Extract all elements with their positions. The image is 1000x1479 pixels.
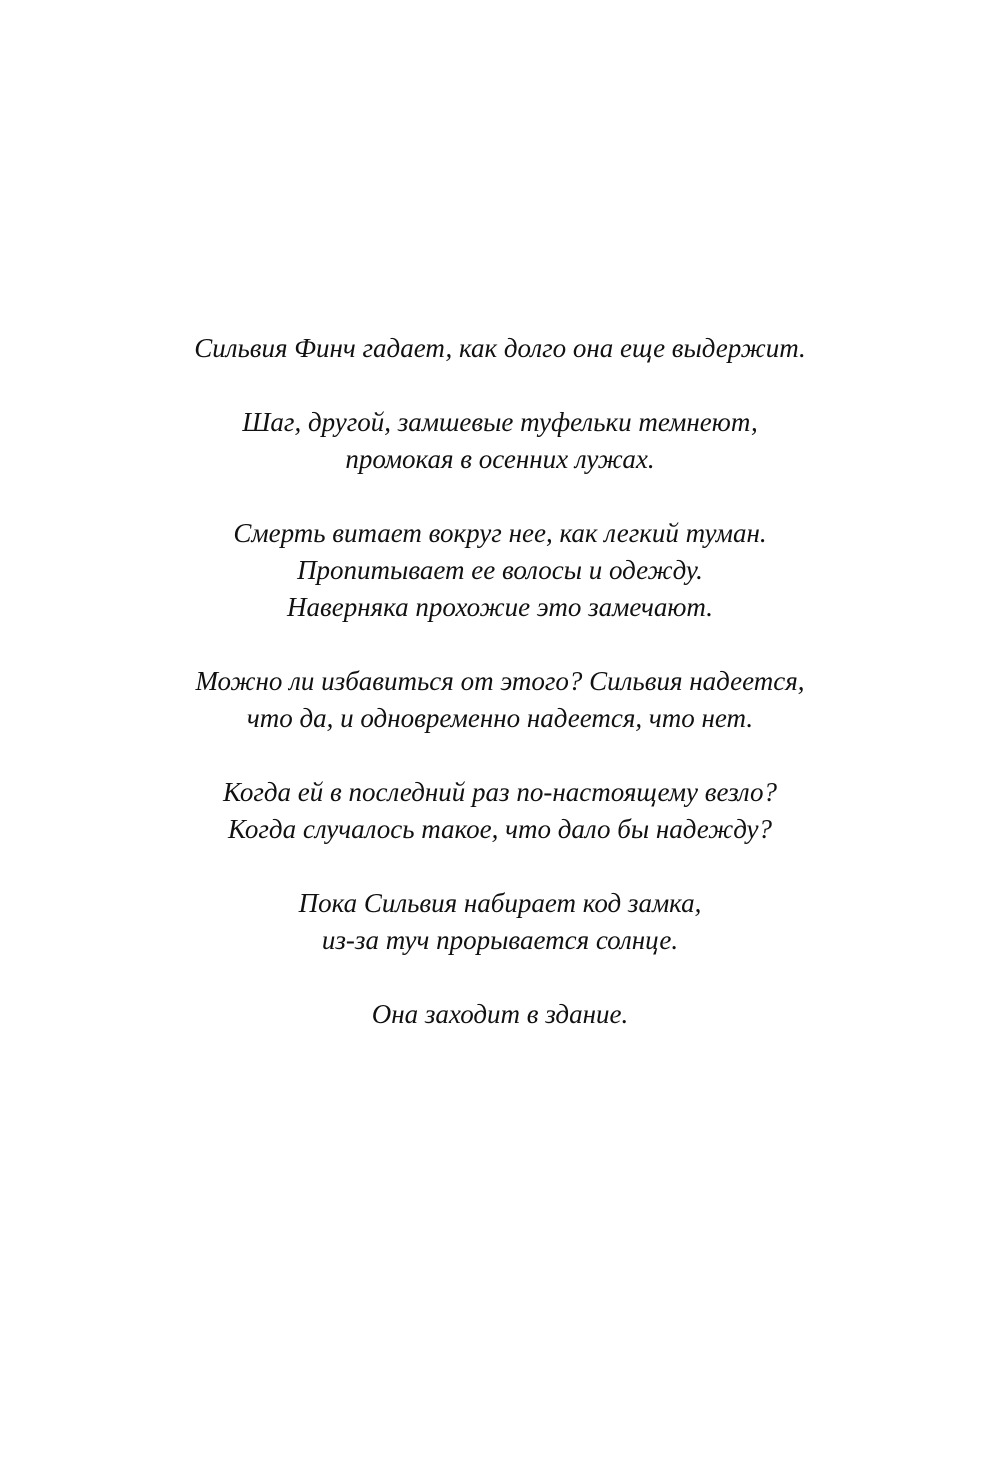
poem-line: Шаг, другой, замшевые туфельки темнеют,	[242, 407, 758, 437]
poem-line: Пока Сильвия набирает код замка,	[298, 888, 702, 918]
poem-line: Пропитывает ее волосы и одежду.	[297, 555, 703, 585]
stanza-2	[0, 404, 1000, 478]
poem-line: Наверняка прохожие это замечают.	[287, 592, 713, 622]
stanza-4	[0, 663, 1000, 737]
poem-line: Можно ли избавиться от этого? Сильвия надеется,	[195, 666, 805, 696]
stanza-3	[0, 515, 1000, 626]
poem-line: Сильвия Финч гадает, как долго она еще выдержит.	[194, 333, 806, 363]
poem-line: что да, и одновременно надеется, что нет.	[246, 703, 754, 733]
poem-line: Когда случалось такое, что дало бы надежду?	[228, 814, 772, 844]
poem-line: Она заходит в здание.	[371, 999, 629, 1029]
epigraph-poem	[0, 330, 1000, 1070]
stanza-1	[0, 330, 1000, 367]
stanza-5	[0, 774, 1000, 848]
poem-line: из-за туч прорывается солнце.	[321, 925, 679, 955]
stanza-7	[0, 996, 1000, 1033]
poem-line: Когда ей в последний раз по-настоящему везло?	[222, 777, 778, 807]
poem-line: промокая в осенних лужах.	[345, 444, 655, 474]
stanza-6	[0, 885, 1000, 959]
poem-line: Смерть витает вокруг нее, как легкий туман.	[233, 518, 767, 548]
